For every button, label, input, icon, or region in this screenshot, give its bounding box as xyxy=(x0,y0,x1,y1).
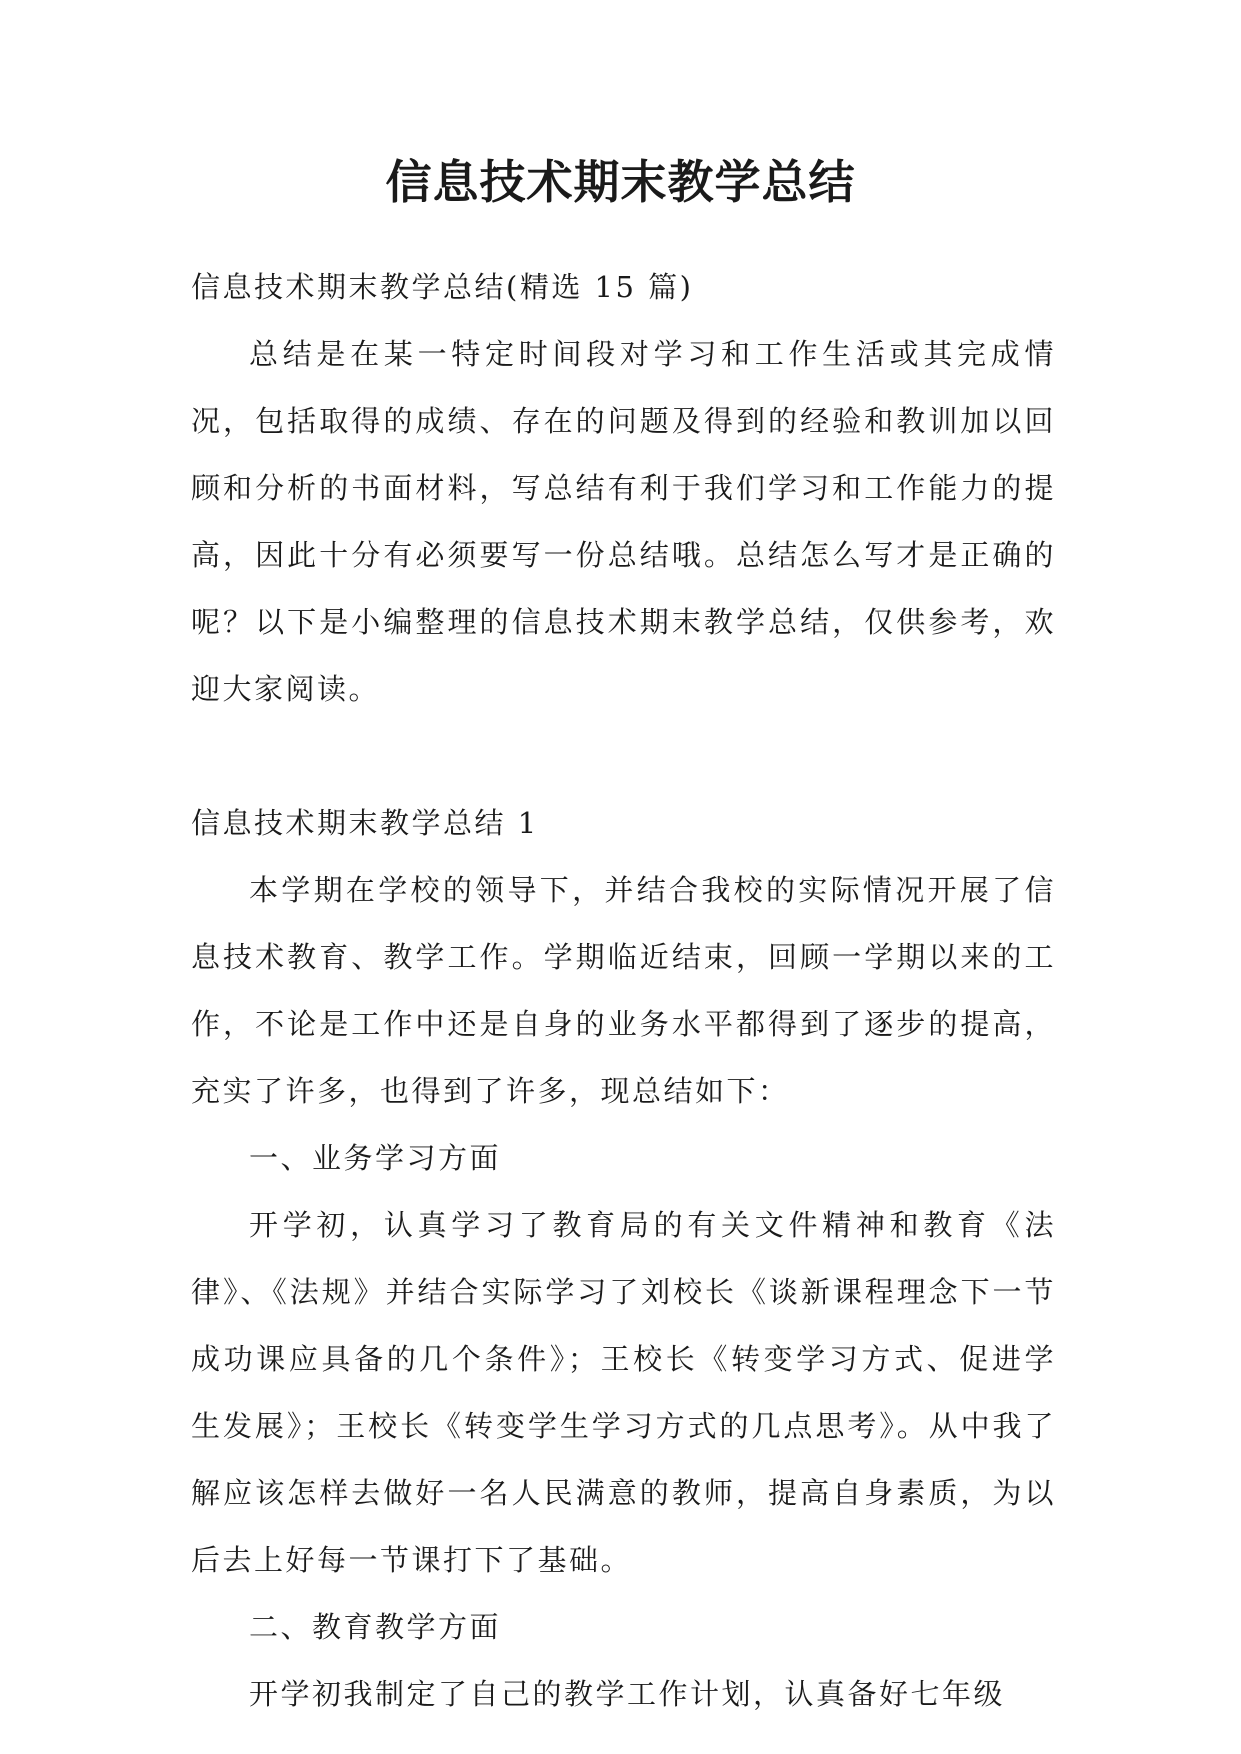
paragraph-gap xyxy=(191,723,1056,790)
section-paragraph: 本学期在学校的领导下，并结合我校的实际情况开展了信息技术教育、教学工作。学期临近结束，回顾一学期以来的工作，不论是工作中还是自身的业务水平都得到了逐步的提高，充实了许多，也得到了许多，现总结如下： xyxy=(191,873,1056,1108)
document-body xyxy=(191,254,1056,1728)
subsection-heading: 二、教育教学方面 xyxy=(249,1610,502,1644)
document-subtitle: 信息技术期末教学总结(精选 15 篇) xyxy=(191,270,694,304)
document-title: 信息技术期末教学总结 xyxy=(385,155,856,209)
section-heading: 信息技术期末教学总结 1 xyxy=(191,806,539,840)
subsection-heading: 一、业务学习方面 xyxy=(249,1141,502,1175)
subsection-paragraph: 开学初我制定了自己的教学工作计划，认真备好七年级 xyxy=(249,1677,1006,1711)
subsection-paragraph: 开学初，认真学习了教育局的有关文件精神和教育《法律》、《法规》并结合实际学习了刘校长《谈新课程理念下一节成功课应具备的几个条件》；王校长《转变学习方式、促进学生发展》；王校长《转变学生学习方式的几点思考》。从中我了解应该怎样去做好一名人民满意的教师，提高自身素质，为以后去上好每一节课打下了基础。 xyxy=(191,1208,1056,1577)
intro-paragraph: 总结是在某一特定时间段对学习和工作生活或其完成情况，包括取得的成绩、存在的问题及得到的经验和教训加以回顾和分析的书面材料，写总结有利于我们学习和工作能力的提高，因此十分有必须要写一份总结哦。总结怎么写才是正确的呢？以下是小编整理的信息技术期末教学总结，仅供参考，欢迎大家阅读。 xyxy=(191,337,1056,706)
